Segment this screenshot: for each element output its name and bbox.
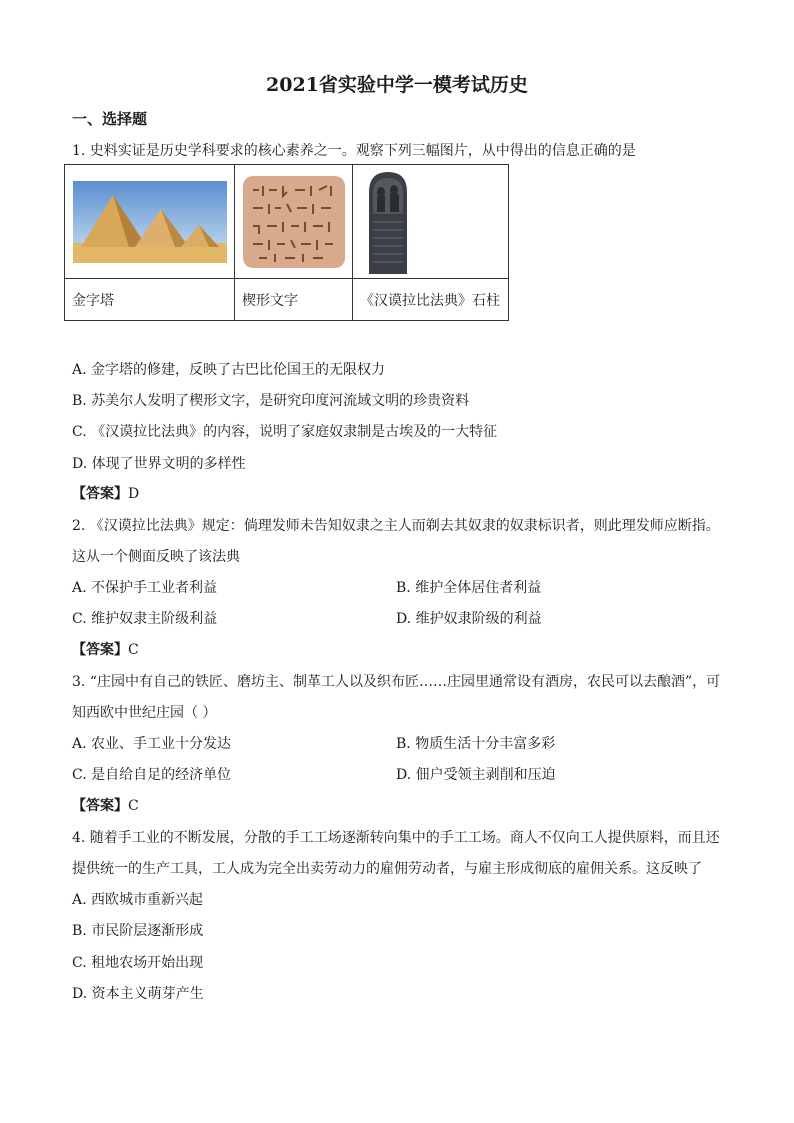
cuneiform-tablet-image: [239, 172, 349, 272]
answer-value: D: [128, 486, 140, 502]
page-title: 2021省实验中学一模考试历史: [266, 74, 528, 96]
pyramid-image-cell: [65, 165, 235, 279]
figure-caption: 楔形文字: [235, 279, 353, 321]
q3-option-a: A. 农业、手工业十分发达: [72, 736, 232, 752]
q2-option-b: B. 维护全体居住者利益: [396, 580, 542, 596]
q2-option-a: A. 不保护手工业者利益: [72, 580, 218, 596]
q2-stem-line2: 这从一个侧面反映了该法典: [72, 549, 240, 565]
code-stele-image: [363, 170, 413, 274]
answer-label: 【答案】: [72, 486, 128, 502]
q1-option-c: C. 《汉谟拉比法典》的内容，说明了家庭奴隶制是古埃及的一大特征: [72, 424, 498, 440]
cuneiform-image-cell: [235, 165, 353, 279]
answer-label: 【答案】: [72, 798, 128, 814]
q1-figure-table: [64, 164, 509, 321]
section-heading: 一、选择题: [72, 110, 148, 128]
figure-caption: 《汉谟拉比法典》石柱: [353, 279, 509, 321]
figure-caption: 金字塔: [65, 279, 235, 321]
q3-option-b: B. 物质生活十分丰富多彩: [396, 736, 556, 752]
q4-option-a: A. 西欧城市重新兴起: [72, 892, 204, 908]
q1-stem: 1. 史料实证是历史学科要求的核心素养之一。观察下列三幅图片，从中得出的信息正确的是: [72, 143, 636, 159]
q2-answer: [72, 641, 139, 659]
q3-stem-line1: 3. “庄园中有自己的铁匠、磨坊主、制革工人以及织布匠……庄园里通常设有酒房，农民可以去酿酒”，可: [72, 674, 721, 690]
q3-option-d: D. 佃户受领主剥削和压迫: [396, 767, 556, 783]
answer-value: C: [128, 798, 139, 814]
q1-option-a: A. 金字塔的修建，反映了古巴比伦国王的无限权力: [72, 362, 386, 378]
answer-value: C: [128, 642, 139, 658]
q1-option-b: B. 苏美尔人发明了楔形文字，是研究印度河流域文明的珍贵资料: [72, 393, 470, 409]
code-stele-image-cell: [353, 165, 509, 279]
q4-stem-line1: 4. 随着手工业的不断发展，分散的手工工场逐渐转向集中的手工工场。商人不仅向工人提供原料，而且还: [72, 830, 720, 846]
answer-label: 【答案】: [72, 642, 128, 658]
q2-stem-line1: 2. 《汉谟拉比法典》规定：倘理发师未告知奴隶之主人而剃去其奴隶的奴隶标识者，则此理发师应断指。: [72, 518, 720, 534]
q3-answer: [72, 797, 139, 815]
q3-option-c: C. 是自给自足的经济单位: [72, 767, 232, 783]
q4-option-c: C. 租地农场开始出现: [72, 955, 204, 971]
q1-answer: [72, 485, 139, 503]
q2-option-d: D. 维护奴隶阶级的利益: [396, 611, 542, 627]
q4-stem-line2: 提供统一的生产工具，工人成为完全出卖劳动力的雇佣劳动者，与雇主形成彻底的雇佣关系。这反映了: [72, 861, 702, 877]
q3-stem-line2: 知西欧中世纪庄园（ ）: [72, 705, 217, 721]
q2-option-c: C. 维护奴隶主阶级利益: [72, 611, 218, 627]
pyramid-image: [73, 181, 227, 263]
q4-option-b: B. 市民阶层逐渐形成: [72, 923, 204, 939]
q4-option-d: D. 资本主义萌芽产生: [72, 986, 204, 1002]
q1-option-d: D. 体现了世界文明的多样性: [72, 456, 246, 472]
